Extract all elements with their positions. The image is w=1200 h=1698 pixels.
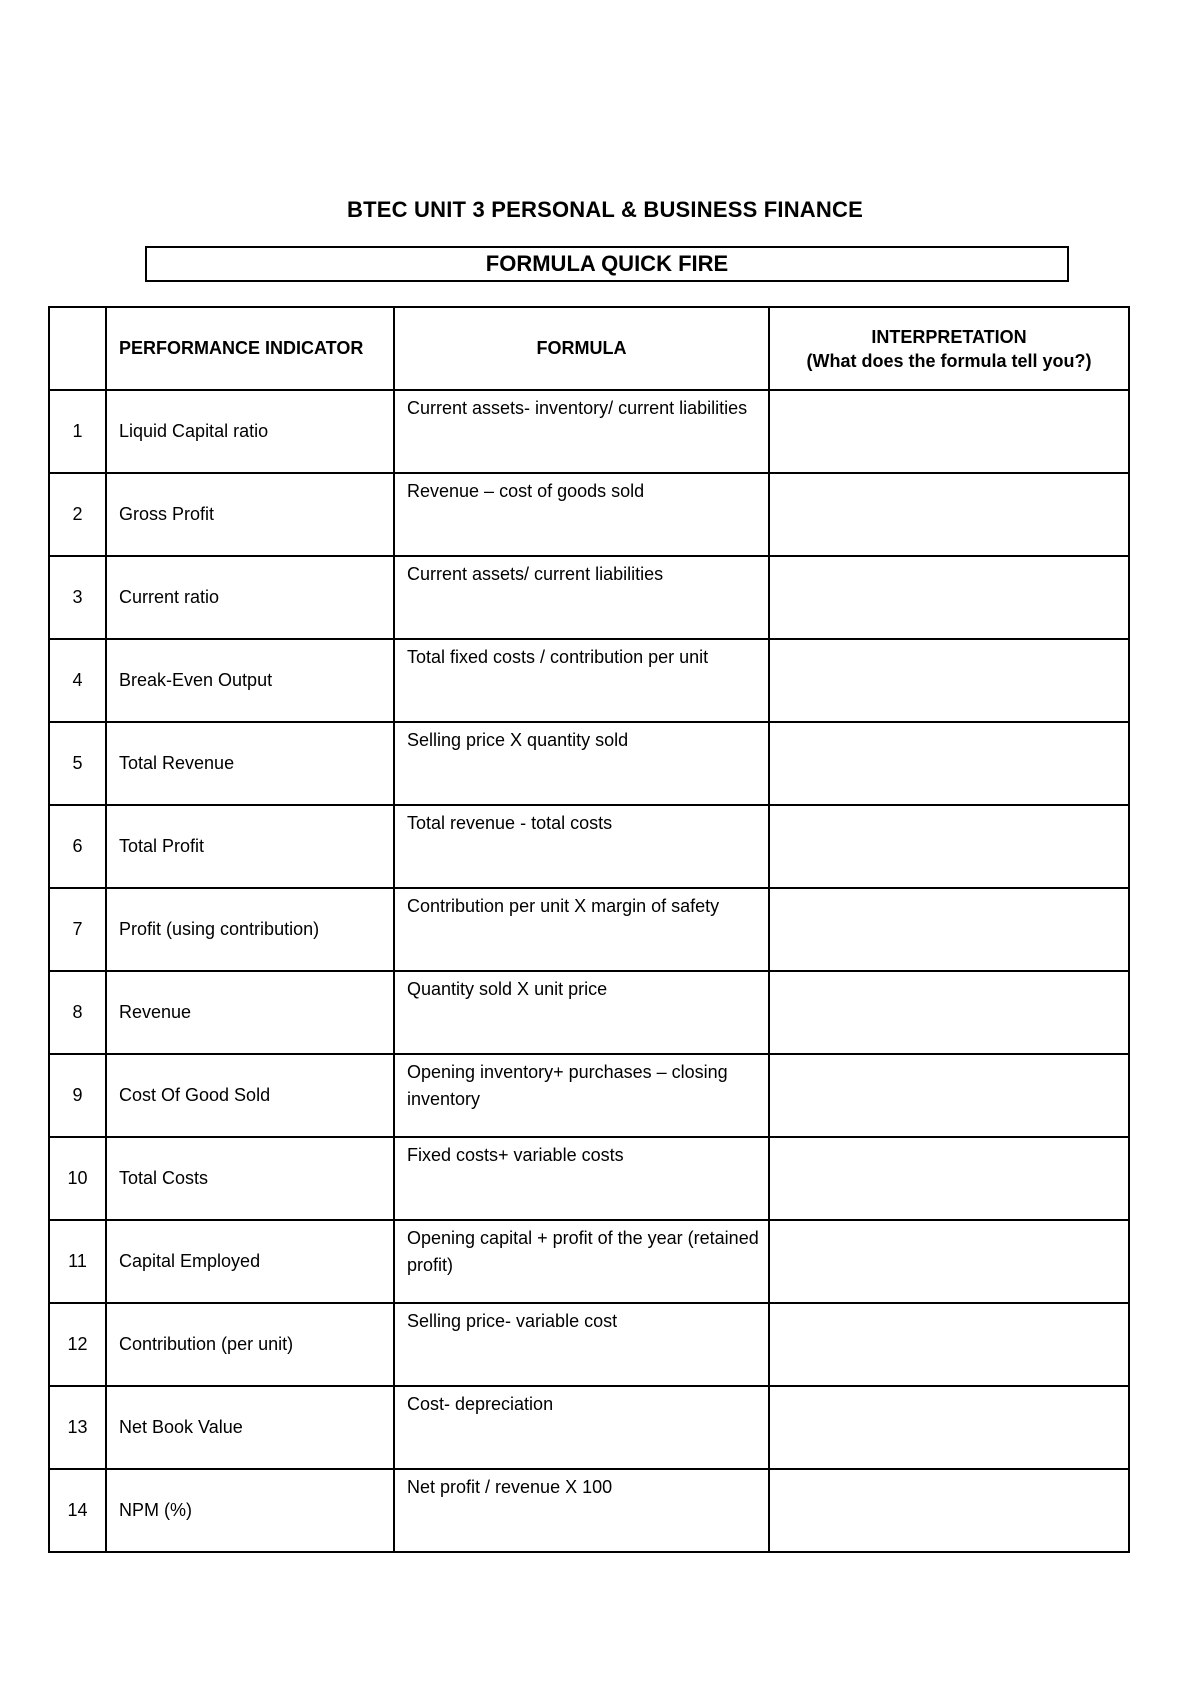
table-row: [49, 556, 1129, 639]
performance-indicator-cell: Liquid Capital ratio: [106, 390, 394, 473]
row-number: 5: [49, 722, 106, 805]
interpretation-cell[interactable]: [769, 390, 1129, 473]
table-row: [49, 1220, 1129, 1303]
interpretation-cell[interactable]: [769, 805, 1129, 888]
row-number: 8: [49, 971, 106, 1054]
formula-cell: Revenue – cost of goods sold: [394, 473, 769, 556]
table-row: [49, 1469, 1129, 1552]
formula-cell: Current assets- inventory/ current liabilities: [394, 390, 769, 473]
table-row: [49, 805, 1129, 888]
row-number: 2: [49, 473, 106, 556]
performance-indicator-cell: Total Revenue: [106, 722, 394, 805]
table-header-row: [49, 307, 1129, 390]
table-row: [49, 473, 1129, 556]
formula-cell: Opening capital + profit of the year (retained profit): [394, 1220, 769, 1303]
row-number: 1: [49, 390, 106, 473]
subtitle-text: FORMULA QUICK FIRE: [485, 251, 729, 276]
formula-cell: Fixed costs+ variable costs: [394, 1137, 769, 1220]
row-number: 4: [49, 639, 106, 722]
formula-cell: Total revenue - total costs: [394, 805, 769, 888]
table-row: [49, 390, 1129, 473]
interpretation-cell[interactable]: [769, 473, 1129, 556]
header-number: [49, 307, 106, 390]
row-number: 10: [49, 1137, 106, 1220]
interpretation-cell[interactable]: [769, 1303, 1129, 1386]
formula-table: [48, 306, 1130, 1553]
row-number: 9: [49, 1054, 106, 1137]
formula-cell: Selling price- variable cost: [394, 1303, 769, 1386]
performance-indicator-cell: Profit (using contribution): [106, 888, 394, 971]
performance-indicator-cell: Gross Profit: [106, 473, 394, 556]
table-row: [49, 722, 1129, 805]
performance-indicator-cell: Capital Employed: [106, 1220, 394, 1303]
formula-cell: Total fixed costs / contribution per unit: [394, 639, 769, 722]
performance-indicator-cell: Contribution (per unit): [106, 1303, 394, 1386]
table-row: [49, 639, 1129, 722]
row-number: 13: [49, 1386, 106, 1469]
performance-indicator-cell: Net Book Value: [106, 1386, 394, 1469]
performance-indicator-cell: Break-Even Output: [106, 639, 394, 722]
interpretation-cell[interactable]: [769, 639, 1129, 722]
performance-indicator-cell: Revenue: [106, 971, 394, 1054]
performance-indicator-cell: Cost Of Good Sold: [106, 1054, 394, 1137]
performance-indicator-cell: Total Profit: [106, 805, 394, 888]
table-row: [49, 888, 1129, 971]
formula-cell: Cost- depreciation: [394, 1386, 769, 1469]
table-row: [49, 971, 1129, 1054]
header-interpretation-question: (What does the formula tell you?): [806, 350, 1092, 371]
formula-cell: Quantity sold X unit price: [394, 971, 769, 1054]
row-number: 11: [49, 1220, 106, 1303]
table-row: [49, 1303, 1129, 1386]
header-interpretation-title: INTERPRETATION: [871, 326, 1027, 347]
interpretation-cell[interactable]: [769, 971, 1129, 1054]
header-interpretation: [769, 307, 1129, 390]
row-number: 12: [49, 1303, 106, 1386]
header-performance-indicator: PERFORMANCE INDICATOR: [106, 307, 394, 390]
interpretation-cell[interactable]: [769, 1137, 1129, 1220]
formula-cell: Selling price X quantity sold: [394, 722, 769, 805]
interpretation-cell[interactable]: [769, 556, 1129, 639]
row-number: 7: [49, 888, 106, 971]
interpretation-cell[interactable]: [769, 722, 1129, 805]
row-number: 3: [49, 556, 106, 639]
subtitle-box: [145, 246, 1069, 282]
interpretation-cell[interactable]: [769, 1469, 1129, 1552]
document-title: BTEC UNIT 3 PERSONAL & BUSINESS FINANCE: [347, 197, 863, 222]
interpretation-cell[interactable]: [769, 1220, 1129, 1303]
performance-indicator-cell: Current ratio: [106, 556, 394, 639]
formula-cell: Contribution per unit X margin of safety: [394, 888, 769, 971]
table-row: [49, 1386, 1129, 1469]
formula-cell: Current assets/ current liabilities: [394, 556, 769, 639]
table-body: [49, 390, 1129, 1552]
header-formula: FORMULA: [394, 307, 769, 390]
interpretation-cell[interactable]: [769, 888, 1129, 971]
table-row: [49, 1054, 1129, 1137]
interpretation-cell[interactable]: [769, 1054, 1129, 1137]
performance-indicator-cell: NPM (%): [106, 1469, 394, 1552]
interpretation-cell[interactable]: [769, 1386, 1129, 1469]
performance-indicator-cell: Total Costs: [106, 1137, 394, 1220]
row-number: 6: [49, 805, 106, 888]
formula-cell: Opening inventory+ purchases – closing inventory: [394, 1054, 769, 1137]
table-row: [49, 1137, 1129, 1220]
row-number: 14: [49, 1469, 106, 1552]
formula-cell: Net profit / revenue X 100: [394, 1469, 769, 1552]
